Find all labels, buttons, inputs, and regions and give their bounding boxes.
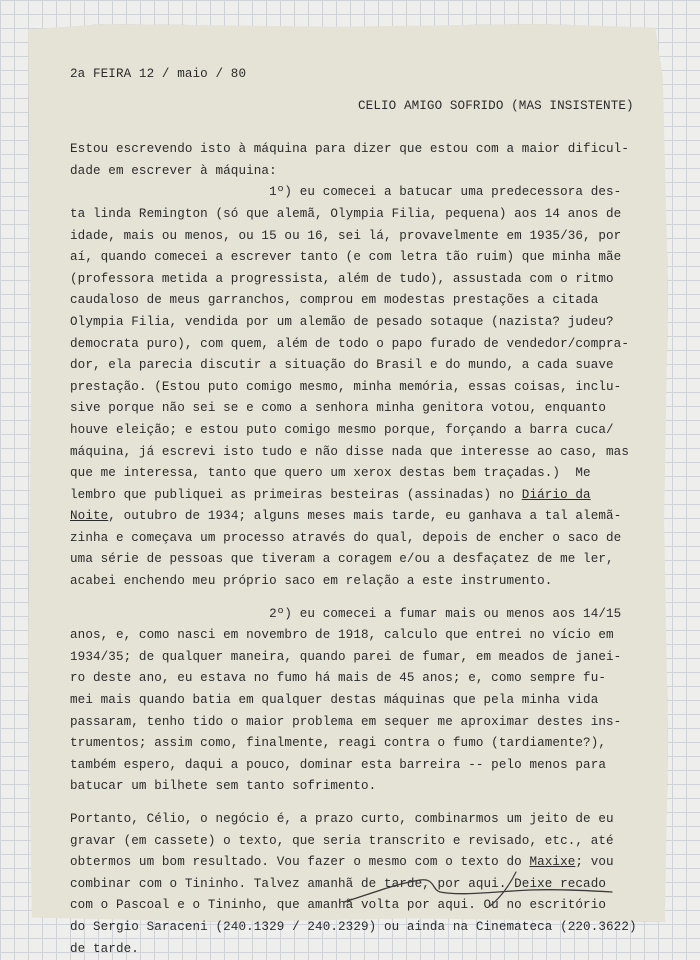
underlined-text: Maxixe xyxy=(529,855,576,870)
letter-addressee: CELIO AMIGO SOFRIDO (MAS INSISTENTE) xyxy=(358,98,634,113)
text-line: uma série de pessoas que tiveram a coragem e/ou a desfaçatez de me ler, xyxy=(70,552,614,567)
text-line: que me interessa, tanto que quero um xerox destas bem traçadas.) Me xyxy=(70,466,591,481)
text-line: 2º) eu comecei a fumar mais ou menos aos 14/15 xyxy=(70,606,622,621)
text-line: Olympia Filia, vendida por um alemão de pesado sotaque (nazista? judeu? xyxy=(70,314,614,329)
letter-paragraph-smoking xyxy=(70,604,660,798)
underlined-text: Diário da xyxy=(521,487,591,502)
text-line: do Sergio Saraceni (240.1329 / 240.2329) ou ainda na Cinemateca (220.3622) xyxy=(70,919,637,934)
text-line: caudaloso de meus garranchos, comprou em modestas prestações a citada xyxy=(70,293,599,308)
text-line: Estou escrevendo isto à máquina para dizer que estou com a maior dificul- xyxy=(70,142,629,157)
text-line: lembro que publiquei as primeiras besteiras (assinadas) no Diário da xyxy=(70,487,591,502)
letter-date: 2a FEIRA 12 / maio / 80 xyxy=(70,67,247,81)
text-line: Noite, outubro de 1934; alguns meses mais tarde, eu ganhava a tal alemã- xyxy=(70,509,622,524)
text-line: 1934/35; de qualquer maneira, quando parei de fumar, em meados de janei- xyxy=(70,649,622,664)
handwritten-signature xyxy=(340,862,620,912)
text-line: obtermos um bom resultado. Vou fazer o mesmo com o texto do Maxixe; vou xyxy=(70,855,614,870)
text-line: com o Pascoal e o Tininho, que amanhã volta por aqui. Ou no escritório xyxy=(70,898,607,913)
text-line: Portanto, Célio, o negócio é, a prazo curto, combinarmos um jeito de eu xyxy=(70,812,614,826)
text-line: aí, quando comecei a escrever tanto (e com letra tão ruim) que minha mãe xyxy=(70,250,622,265)
text-line: idade, mais ou menos, ou 15 ou 16, sei lá, provavelmente em 1935/36, por xyxy=(70,228,622,243)
text-line: ta linda Remington (só que alemã, Olympia Filia, pequena) aos 14 anos de xyxy=(70,206,622,221)
text-line: houve eleição; e estou puto comigo mesmo porque, forçando a barra cuca/ xyxy=(70,422,614,437)
paragraph-gap xyxy=(70,593,660,604)
text-line: (professora metida a progressista, além de tudo), assustada com o ritmo xyxy=(70,271,614,286)
text-line: ro deste ano, eu estava no fumo há mais de 45 anos; e, como sempre fu- xyxy=(70,671,607,686)
letter-body xyxy=(70,64,660,960)
text-line: passaram, tenho tido o maior problema em sequer me aproximar destes ins- xyxy=(70,714,622,729)
text-line: gravar (em cassete) o texto, que seria transcrito e revisado, etc., até xyxy=(70,833,614,848)
letter-paragraph-typewriter xyxy=(70,182,660,592)
text-line: democrata puro), com quem, além de todo o papo furado de vendedor/compra- xyxy=(70,336,629,351)
text-line: dor, ela parecia discutir a situação do Brasil e do mundo, a cada suave xyxy=(70,358,614,373)
text-line: prestação. (Estou puto comigo mesmo, minha memória, essas coisas, inclu- xyxy=(70,379,622,394)
text-line: trumentos; assim como, finalmente, reagi contra o fumo (tardiamente?), xyxy=(70,736,607,751)
letter-paragraph-intro xyxy=(70,139,660,182)
text-line: batucar um bilhete sem tanto sofrimento. xyxy=(70,779,377,794)
paragraph-gap xyxy=(70,798,660,809)
text-line: zinha e começava um processo através do qual, depois de encher o saco de xyxy=(70,530,622,545)
text-line: também espero, daqui a pouco, dominar esta barreira -- pelo menos para xyxy=(70,757,607,772)
text-line: anos, e, como nasci em novembro de 1918, calculo que entrei no vício em xyxy=(70,628,614,643)
text-line: sive porque não sei se e como a senhora minha genitora votou, enquanto xyxy=(70,401,607,416)
text-line: dade em escrever à máquina: xyxy=(70,163,277,178)
text-line: 1º) eu comecei a batucar uma predecessora des- xyxy=(70,185,622,200)
text-line: combinar com o Tininho. Talvez amanhã de tarde, por aqui. Deixe recado xyxy=(70,876,607,891)
text-line: máquina, já escrevi isto tudo e não disse nada que interesse ao caso, mas xyxy=(70,444,629,459)
text-line: de tarde. xyxy=(70,941,139,956)
text-line: acabei enchendo meu próprio saco em relação a este instrumento. xyxy=(70,574,553,589)
underlined-text: Noite xyxy=(70,509,109,524)
text-line: mei mais quando batia em qualquer destas máquinas que pela minha vida xyxy=(70,693,599,708)
